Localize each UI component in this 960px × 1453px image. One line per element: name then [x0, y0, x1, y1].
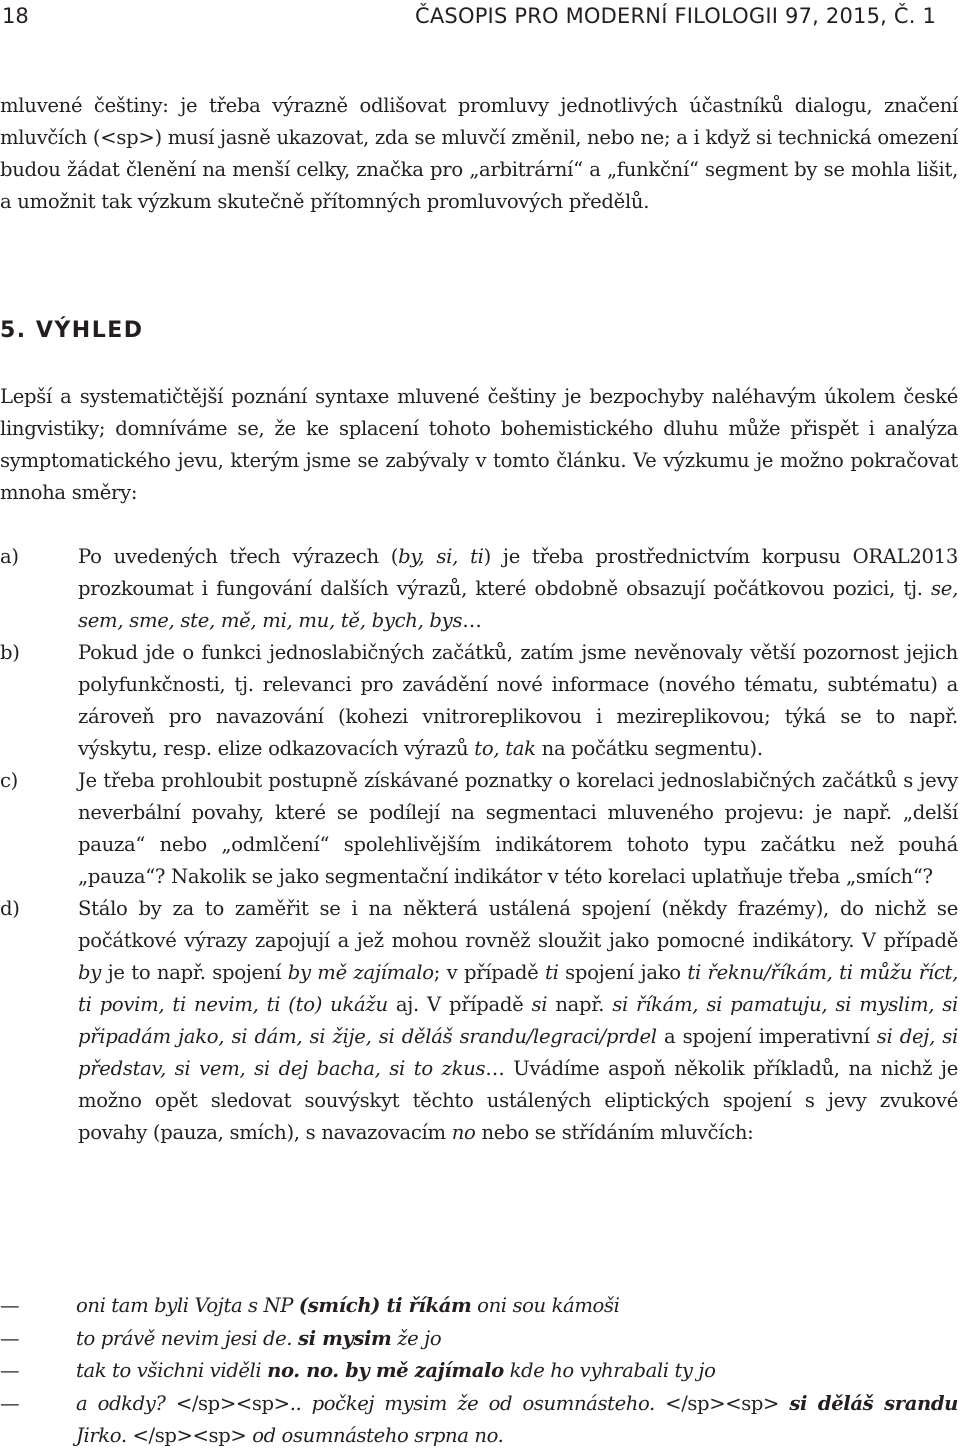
- italic-run: oni tam byli Vojta s NP: [76, 1294, 299, 1317]
- emphasis-run: si mysim: [297, 1326, 392, 1350]
- italic-run: by: [78, 961, 102, 984]
- text-run: [779, 1392, 789, 1415]
- text-run: … Uvádíme aspoň několik příkladů, na nichž je možno opět sledovat souvýskyt těchto ustálených eliptických spojení s jevy zvukové povahy (pauza, smích), s navazovacím: [78, 1057, 958, 1144]
- text-run: ; v případě: [433, 961, 545, 984]
- list-item: [0, 765, 958, 893]
- example-dash: —: [0, 1359, 20, 1382]
- emphasis-run: no. no. by mě zajímalo: [267, 1359, 504, 1382]
- text-run: Je třeba prohloubit postupně získávané poznatky o korelaci jednoslabičných začátků s jevy neverbální povahy, které se podílejí na segmentaci mluveného projevu: je např. „delší pauza“ nebo „odmlčení“ spolehlivějším indikátorem tohoto typu začátku než pouhá „pauza“? Nakolik se jako segmentační indikátor v této korelaci uplatňuje třeba „smích“?: [78, 769, 958, 888]
- italic-run: ti: [545, 961, 559, 984]
- italic-run: a odkdy?: [76, 1391, 176, 1415]
- text-run: …: [462, 609, 482, 632]
- list-marker: a): [0, 545, 19, 568]
- text-run: je to např. spojení: [101, 961, 288, 984]
- text-run: a spojení imperativní: [656, 1025, 877, 1048]
- example-text: [76, 1290, 958, 1323]
- list-item: [0, 893, 958, 1149]
- italic-run: to, tak: [474, 737, 536, 760]
- italic-run: že jo: [391, 1326, 442, 1350]
- italic-run: by, si, ti: [398, 545, 484, 568]
- text-run: Po uvedených třech výrazech (: [78, 545, 399, 568]
- example-text: [76, 1323, 958, 1356]
- list-item-text: [78, 765, 958, 893]
- italic-run: .. počkej mysim že od osumnásteho.: [289, 1391, 666, 1415]
- text-run: </sp><sp>: [132, 1424, 247, 1447]
- text-run: spojení jako: [558, 961, 688, 984]
- text-run: na počátku segmentu).: [535, 737, 763, 760]
- text-run: např.: [547, 993, 613, 1016]
- list-marker: d): [0, 897, 20, 920]
- italic-run: si: [531, 993, 548, 1016]
- list-item: [0, 541, 958, 637]
- italic-run: by mě zajímalo: [287, 961, 434, 984]
- list-item-text: [78, 541, 958, 637]
- italic-run: no: [451, 1121, 476, 1144]
- list-marker: c): [0, 769, 19, 792]
- text-run: Pokud jde o funkci jednoslabičných začátků, zatím jsme nevěnovaly větší pozornost jejich polyfunkčnosti, tj. relevanci pro zavádění nové informace (nového tématu, subtématu) a zároveň pro navazování (kohezi vnitroreplikovou i mezireplikovou; týká se to např. výskytu, resp. elize odkazovacích výrazů: [78, 641, 958, 760]
- text-run: </sp><sp>: [175, 1391, 290, 1415]
- example-line: [0, 1323, 958, 1356]
- italic-run: si dej, si představ, si vem, si dej bacha, si to zkus: [78, 1025, 958, 1080]
- text-run: </sp><sp>: [665, 1391, 780, 1415]
- example-dash: —: [0, 1294, 20, 1317]
- emphasis-run: si děláš srandu: [789, 1391, 958, 1415]
- text-run: Stálo by za to zaměřit se i na některá ustálená spojení (někdy frazémy), do nichž se počátkové výrazy zapojují a jež mohou rovněž sloužit jako pomocné indikátory. V případě: [78, 897, 958, 952]
- example-line: [0, 1355, 958, 1388]
- text-run: ) je třeba prostřednictvím korpusu ORAL2013 prozkoumat i fungování dalších výrazů, které obdobně obsazují počátkovou pozici, tj.: [78, 545, 959, 600]
- example-dash: —: [0, 1391, 20, 1415]
- research-directions-list: [0, 541, 958, 1149]
- corpus-examples: [0, 1290, 958, 1453]
- example-text: [76, 1355, 958, 1388]
- italic-run: tak to všichni viděli: [76, 1359, 268, 1382]
- italic-run: to právě nevim jesi de.: [76, 1326, 298, 1350]
- italic-run: Jirko.: [76, 1424, 133, 1447]
- outlook-paragraph: Lepší a systematičtější poznání syntaxe mluvené češtiny je bezpochyby naléhavým úkolem české lingvistiky; domníváme se, že ke splacení tohoto bohemistického dluhu může přispět i analýza symptomatického jevu, kterým jsme se zabývaly v tomto článku. Ve výzkumu je možno pokračovat mnoha směry:: [0, 385, 958, 504]
- italic-run: oni sou kámoši: [471, 1294, 620, 1317]
- italic-run: od osumnásteho srpna no.: [246, 1424, 504, 1447]
- page-number: 18: [2, 4, 29, 28]
- italic-run: kde ho vyhrabali ty jo: [503, 1359, 716, 1382]
- example-dash: —: [0, 1326, 20, 1350]
- text-run: nebo se střídáním mluvčích:: [475, 1121, 754, 1144]
- list-marker: b): [0, 641, 20, 664]
- example-line: [0, 1388, 958, 1453]
- italic-run: se, sem, sme, ste, mě, mi, mu, tě, bych, bys: [78, 577, 958, 632]
- italic-run: ti řeknu/říkám, ti můžu říct, ti povim, ti nevim, ti (to) ukážu: [78, 961, 959, 1016]
- italic-run: si říkám, si pamatuju, si myslim, si připadám jako, si dám, si žije, si děláš srandu/legraci/prdel: [78, 993, 958, 1048]
- example-line: [0, 1290, 958, 1323]
- list-item: [0, 637, 958, 765]
- running-header: [0, 4, 960, 40]
- emphasis-run: (smích) ti říkám: [298, 1294, 472, 1317]
- intro-paragraph: mluvené češtiny: je třeba výrazně odlišovat promluvy jednotlivých účastníků dialogu, značení mluvčích (<sp>) musí jasně ukazovat, zda se mluvčí změnil, nebo ne; a i když si technická omezení budou žádat členění na menší celky, značka pro „arbitrární“ a „funkční“ segment by se mohla lišit, a umožnit tak výzkum skutečně přítomných promluvových předělů.: [0, 94, 958, 213]
- journal-title: ČASOPIS PRO MODERNÍ FILOLOGII 97, 2015, Č. 1: [415, 4, 937, 28]
- list-item-text: [78, 893, 958, 1149]
- example-text: [76, 1388, 958, 1453]
- text-run: aj. V případě: [387, 993, 532, 1016]
- section-heading: 5. VÝHLED: [0, 318, 144, 343]
- list-item-text: [78, 637, 958, 765]
